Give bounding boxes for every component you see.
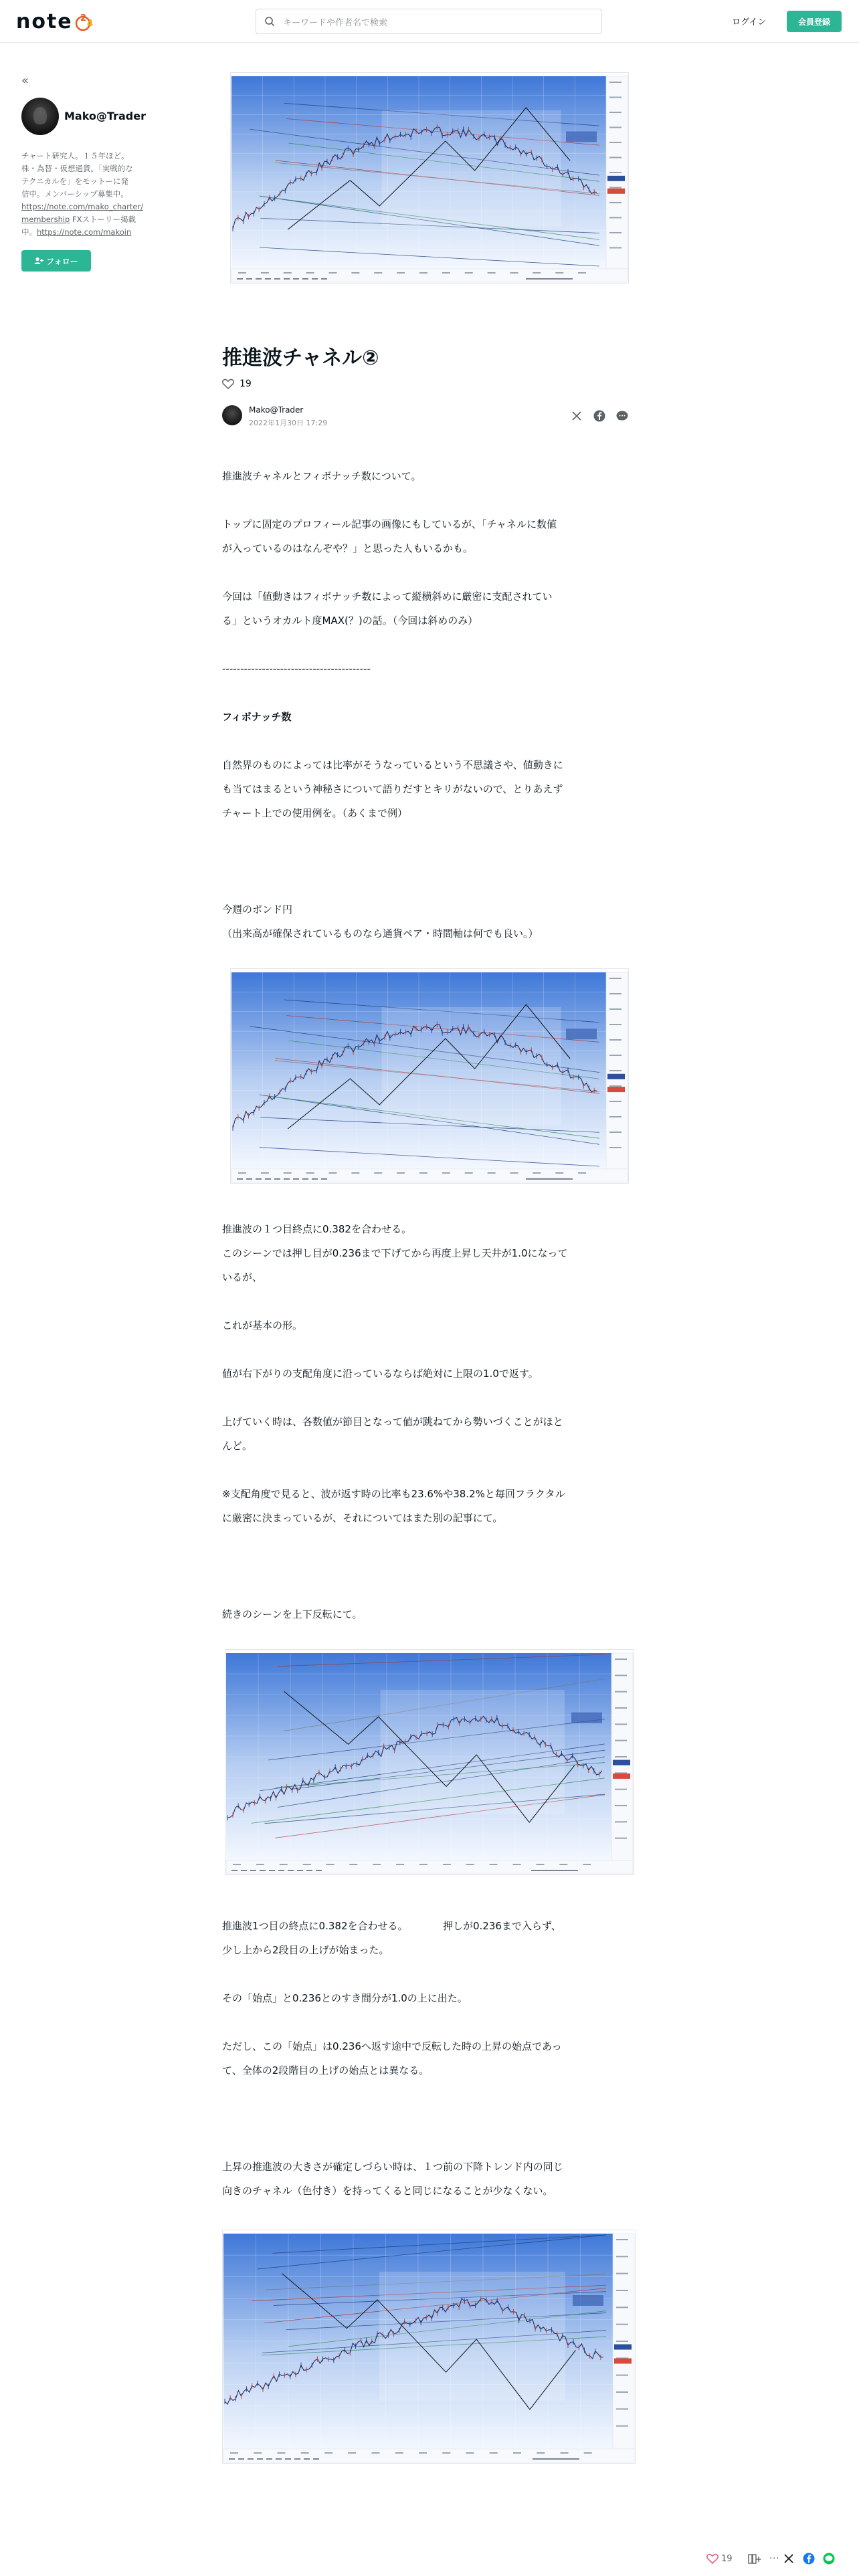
paragraph: 値が右下がりの支配角度に沿っているならば絶対に上限の1.0で返す。 — [222, 1368, 539, 1380]
share-facebook-icon[interactable] — [593, 409, 606, 423]
paragraph-line: んど。 — [222, 1440, 253, 1452]
paragraph-line: 向きのチャネル（色付き）を持ってくると同じになることが少なくない。 — [222, 2185, 553, 2197]
login-link[interactable]: ログイン — [732, 17, 767, 27]
follow-button[interactable] — [21, 250, 91, 272]
anniversary-mark-icon — [74, 10, 97, 33]
sidebar-author-name[interactable]: Mako@Trader — [64, 110, 146, 122]
meta-author-name[interactable]: Mako@Trader — [249, 405, 304, 415]
paragraph-line: に厳密に決まっているが、それについてはまた別の記事にて。 — [222, 1512, 503, 1524]
paragraph-line: 上げていく時は、各数値が節目となって値が跳ねてから勢いづくことがほと — [222, 1416, 563, 1428]
paragraph-line: トップに固定のプロフィール記事の画像にもしているが、「チャネルに数値 — [222, 518, 557, 530]
chart-screenshot-graphic — [222, 2230, 636, 2464]
paragraph: 推進波チャネルとフィボナッチ数について。 — [222, 470, 421, 482]
paragraph-line: 上昇の推進波の大きさが確定しづらい時は、１つ前の下降トレンド内の同じ — [222, 2161, 563, 2173]
paragraph-line: 少し上から2段目の上げが始まった。 — [222, 1944, 389, 1956]
chart-image-1[interactable] — [230, 968, 629, 1184]
like-count[interactable]: 19 — [240, 379, 252, 389]
share-facebook-icon[interactable] — [803, 2551, 815, 2567]
search-box[interactable] — [256, 9, 602, 34]
share-x-icon[interactable] — [570, 409, 583, 423]
makoin-link[interactable]: https://note.com/makoin — [37, 227, 132, 237]
footer-like-count: 19 — [721, 2553, 733, 2564]
paragraph-line: チャート上での使用例を。（あくまで例） — [222, 807, 408, 819]
share-line-icon[interactable] — [823, 2551, 835, 2567]
paragraph-line: いるが、 — [222, 1271, 263, 1283]
paragraph-line: て、全体の2段階目の上げの始点とは異なる。 — [222, 2064, 430, 2076]
like-area[interactable] — [222, 379, 252, 389]
paragraph-line: ただし、この「始点」は0.236へ返す途中で反転した時の上昇の始点であっ — [222, 2040, 562, 2052]
author-bio — [21, 150, 153, 239]
search-icon — [256, 9, 283, 34]
publish-date: 2022年1月30日 17:29 — [249, 419, 328, 427]
paragraph-line: 自然界のものによっては比率がそうなっているという不思議さや、値動きに — [222, 759, 563, 771]
paragraph-line: ※支配角度で見ると、波が返す時の比率も23.6%や38.2%と毎回フラクタル — [222, 1488, 565, 1500]
share-x-icon[interactable] — [784, 2551, 793, 2567]
divider-text: ----------------------------------------- — [222, 663, 371, 675]
paragraph-line: が入っているのはなんぞや？」と思った人もいるかも。 — [222, 542, 474, 554]
svg-text:2: 2 — [80, 13, 86, 23]
section-heading: フィボナッチ数 — [222, 711, 292, 723]
heart-icon[interactable] — [222, 379, 234, 389]
paragraph-line: 推進波の１つ目終点に0.382を合わせる。 — [222, 1223, 411, 1235]
article-title: 推進波チャネル② — [222, 346, 379, 370]
bio-line: テクニカルを」をモットーに発 — [21, 177, 128, 186]
bio-line: チャート研究人。１５年ほど。 — [21, 151, 129, 160]
paragraph: 続きのシーンを上下反転にて。 — [222, 1608, 363, 1620]
paragraph-line: （出来高が確保されているものなら通貨ペア・時間軸は何でも良い。） — [222, 928, 539, 940]
paragraph: その「始点」と0.236とのすき間分が1.0の上に出た。 — [222, 1992, 468, 2004]
search-placeholder: キーワードや作者名で検索 — [283, 17, 388, 28]
author-avatar[interactable] — [21, 98, 59, 135]
paragraph-line: も当てはまるという神秘さについて語りだすとキリがないので、とりあえず — [222, 783, 563, 795]
collapse-sidebar-icon[interactable]: « — [21, 74, 29, 88]
chart-screenshot-graphic — [225, 1649, 634, 1875]
paragraph-line: このシーンでは押し目が0.236まで下げてから再度上昇し天井が1.0になって — [222, 1247, 568, 1259]
more-options-icon[interactable]: ··· — [769, 2553, 780, 2564]
membership-link[interactable]: https://note.com/mako_charter/ — [21, 202, 144, 211]
heart-icon[interactable] — [706, 2553, 719, 2564]
svg-text:4: 4 — [86, 19, 93, 29]
membership-link-cont[interactable]: membership — [21, 215, 70, 224]
bio-line: 株・為替・仮想通貨。「実戦的な — [21, 164, 133, 173]
site-header — [0, 0, 859, 43]
bio-line: 信中。メンバーシップ募集中。 — [21, 189, 128, 199]
paragraph-line: 今回は「値動きはフィボナッチ数によって縦横斜めに厳密に支配されてい — [222, 591, 553, 603]
paragraph-line: 推進波1つ目の終点に0.382を合わせる。 押しが0.236まで入らず、 — [222, 1920, 561, 1932]
chart-image-3[interactable] — [222, 2230, 636, 2464]
logo-text: note — [16, 9, 73, 33]
note-logo[interactable] — [16, 9, 97, 33]
add-user-icon — [34, 257, 43, 265]
chart-image-2[interactable] — [225, 1649, 634, 1875]
chart-screenshot-graphic — [230, 72, 629, 284]
share-line-icon[interactable] — [615, 409, 629, 423]
paragraph-line: る」というオカルト度MAX(？)の話。（今回は斜めのみ） — [222, 615, 478, 627]
paragraph: これが基本の形。 — [222, 1319, 303, 1331]
paragraph-line: 今週のポンド円 — [222, 903, 293, 916]
bio-text: 中。 — [21, 227, 37, 237]
chart-screenshot-graphic — [230, 968, 629, 1184]
magazine-add-icon[interactable] — [748, 2551, 761, 2567]
author-avatar-small[interactable] — [222, 405, 242, 425]
bottom-action-bar — [0, 2541, 859, 2576]
footer-like[interactable] — [706, 2551, 733, 2567]
follow-label: フォロー — [46, 256, 78, 266]
hero-chart-image[interactable] — [230, 72, 629, 284]
signup-button[interactable]: 会員登録 — [787, 11, 842, 32]
bio-text: FXストーリー掲載 — [70, 215, 136, 224]
